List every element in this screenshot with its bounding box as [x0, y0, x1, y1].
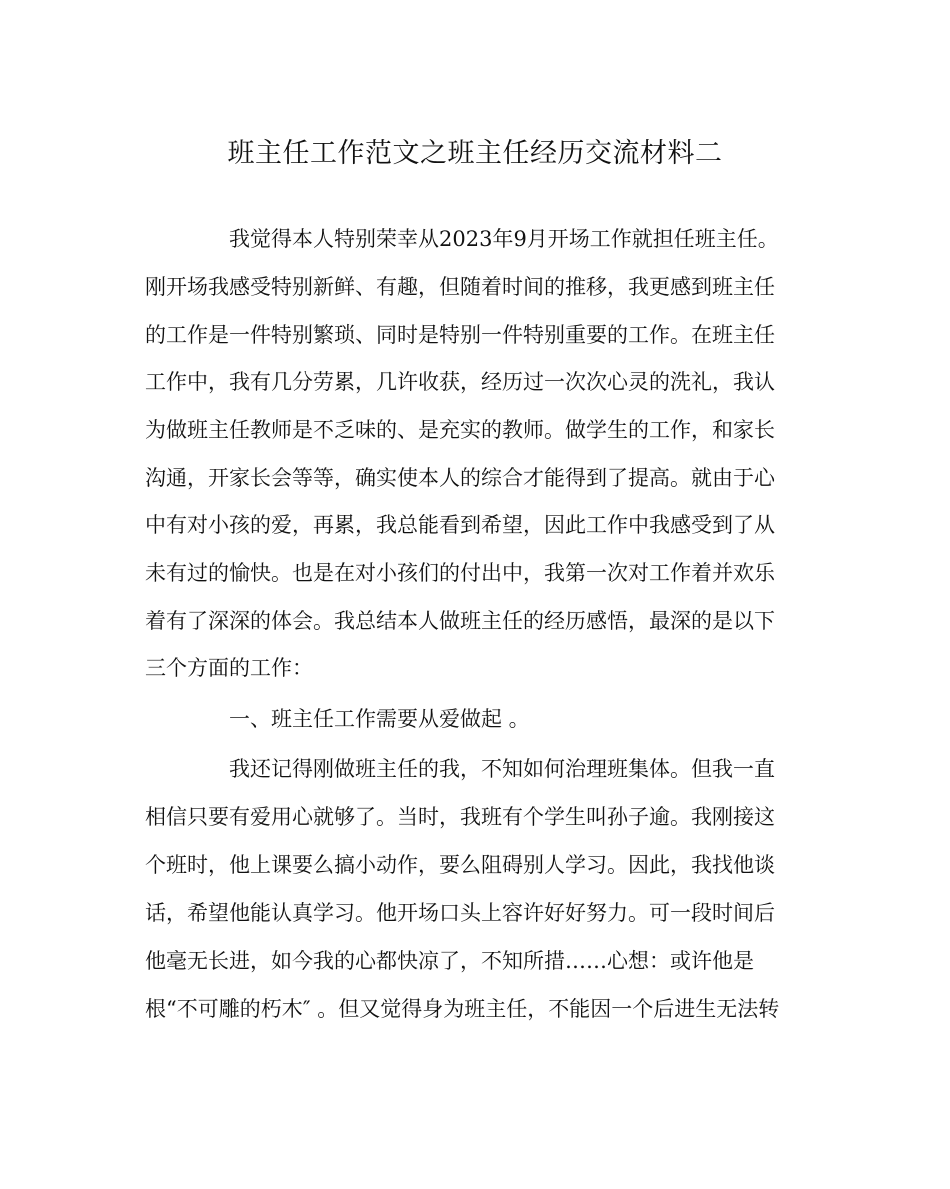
paragraph-2-line-6: 根“不可雕的朽木″ 。但又觉得身为班主任，不能因一个后进生无法转	[145, 997, 780, 1021]
paragraph-1-line-3: 的工作是一件特别繁琐、同时是特别一件特别重要的工作。在班主任	[145, 323, 775, 347]
paragraph-1-line-7: 中有对小孩的爱，再累，我总能看到希望，因此工作中我感受到了从	[145, 513, 775, 537]
paragraph-1-line-10: 三个方面的工作：	[145, 656, 313, 680]
document-title: 班主任工作范文之班主任经历交流材料二	[227, 138, 723, 169]
paragraph-2-line-5: 他毫无长进，如今我的心都快凉了，不知所措……心想：或许他是	[145, 949, 754, 973]
paragraph-2-line-3: 个班时，他上课要么搞小动作，要么阻碍别人学习。因此，我找他谈	[145, 853, 775, 877]
paragraph-1-line-2: 刚开场我感受特别新鲜、有趣，但随着时间的推移，我更感到班主任	[145, 275, 775, 299]
paragraph-1-line-8: 未有过的愉快。也是在对小孩们的付出中，我第一次对工作着并欢乐	[145, 561, 775, 585]
paragraph-1-line-4: 工作中，我有几分劳累，几许收获，经历过一次次心灵的洗礼，我认	[145, 370, 775, 394]
section-heading-1: 一、班主任工作需要从爱做起 。	[229, 707, 530, 731]
paragraph-2-line-4: 话，希望他能认真学习。他开场口头上容许好好努力。可一段时间后	[145, 901, 775, 925]
paragraph-1-line-5: 为做班主任教师是不乏味的、是充实的教师。做学生的工作，和家长	[145, 418, 775, 442]
paragraph-1-line-6: 沟通，开家长会等等，确实使本人的综合才能得到了提高。就由于心	[145, 466, 775, 490]
paragraph-2-line-2: 相信只要有爱用心就够了。当时，我班有个学生叫孙子逾。我刚接这	[145, 805, 775, 829]
paragraph-1-line-1: 我觉得本人特别荣幸从2023年9月开场工作就担任班主任。	[229, 227, 779, 251]
paragraph-2-line-1: 我还记得刚做班主任的我，不知如何治理班集体。但我一直	[229, 757, 775, 781]
paragraph-1-line-9: 着有了深深的体会。我总结本人做班主任的经历感悟，最深的是以下	[145, 609, 775, 633]
